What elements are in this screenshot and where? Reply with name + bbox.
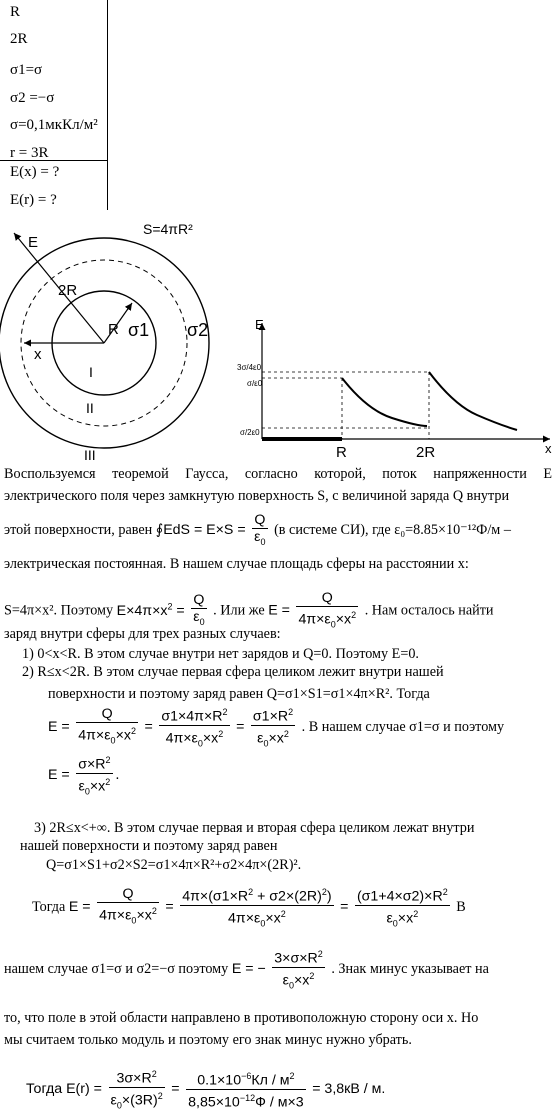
- equals-1: =: [144, 718, 153, 735]
- case-3-result: [4, 946, 552, 993]
- given-sigma: σ=0,1мкКл/м²: [10, 117, 98, 133]
- text-area-pre: S=4π×x². Поэтому: [4, 602, 114, 619]
- unknown-er: E(r) = ?: [10, 192, 57, 208]
- case-3-direction: то, что поле в этой области направлено в противоположную сторону оси x. Но: [4, 1010, 479, 1026]
- label-sigma1: σ1: [128, 320, 150, 340]
- formula-e-eq: E =: [268, 602, 290, 619]
- formula-e-eq-4: E =: [68, 898, 91, 915]
- given-r: R: [10, 4, 21, 20]
- case-3-modulus: мы считаем только модуль и поэтому его знак минус нужно убрать.: [4, 1032, 412, 1048]
- case-3-charge: Q=σ1×S1+σ2×S2=σ1×4π×R²+σ2×4π×(2R)².: [46, 857, 302, 873]
- fraction-final-2: $\frac{0.1\times 10^{-6}Кл / м^2}{8,85\times 10^{-12}Ф / м\times 3}$: [186, 1068, 306, 1110]
- text-si-units: (в системе СИ), где ε₀=8.85×10⁻¹²Ф/м –: [274, 522, 511, 539]
- given-divider-vertical: [107, 0, 108, 210]
- given-r-distance: r = 3R: [10, 145, 49, 161]
- final-result-line: [26, 1066, 555, 1113]
- formula-e-neg: E = −: [231, 960, 266, 977]
- unknown-ex: E(x) = ?: [10, 164, 60, 180]
- label-sigma2: σ2: [187, 320, 209, 340]
- fraction-case2-3: $\frac{\sigma 1\times R^2}{\varepsilon_0\times x^2}$: [251, 704, 295, 751]
- case-3-formula: [32, 884, 555, 931]
- fraction-final-1: $\frac{3\sigma\times R^2}{\varepsilon_0\times(3R)^2}$: [109, 1066, 165, 1113]
- case-3-line1: 3) 2R≤x<+∞. В этом случае первая и вторая сфера целиком лежат внутри: [34, 820, 475, 836]
- label-r: R: [108, 321, 119, 338]
- fraction-case2-result: $\frac{\sigma\times R^2}{\varepsilon_0\times x^2}$: [76, 752, 112, 799]
- text-equals-pre: этой поверхности, равен: [4, 522, 153, 539]
- label-region-2: II: [86, 400, 94, 416]
- text-case2-post: . В нашем случае σ1=σ и поэтому: [301, 718, 505, 735]
- text-case3-post: В: [456, 898, 466, 915]
- fraction-case2-2: $\frac{\sigma 1\times 4\pi\times R^2}{4\pi\times\varepsilon_0\times x^2}$: [159, 704, 229, 751]
- text-minus-sign: . Знак минус указывает на: [331, 960, 489, 977]
- text-then: Тогда: [32, 898, 66, 915]
- label-region-1: I: [89, 364, 93, 380]
- graph-tick-s2e: σ/2ε0: [240, 428, 260, 437]
- label-x: x: [34, 346, 42, 363]
- text-find: . Нам осталось найти: [364, 602, 494, 619]
- fraction-q-eps-2: $\frac{Q}{\varepsilon_0}$: [193, 592, 205, 628]
- given-sigma1: σ1=σ: [10, 62, 43, 78]
- equals-final: =: [171, 1080, 180, 1097]
- fraction-case2-1: $\frac{Q}{4\pi\times\varepsilon_0\times x^2}$: [78, 706, 136, 746]
- graph-tick-se: σ/ε0: [247, 379, 263, 388]
- fraction-case3-result: $\frac{3\times\sigma\times R^2}{\varepsilon_0\times x^2}$: [272, 946, 324, 993]
- case-2-result: E = $\frac{\sigma\times R^2}{\varepsilon_0\times x^2}$ .: [48, 752, 555, 799]
- graph-axis-x: x: [545, 441, 552, 456]
- final-value: = 3,8кВ / м.: [312, 1080, 386, 1097]
- text-case3-sigma: нашем случае σ1=σ и σ2=−σ поэтому: [4, 960, 229, 977]
- formula-e-eq-3: E =: [48, 766, 70, 783]
- fraction-case3-3: $\frac{(\sigma 1+4\times\sigma 2)\times R^2}{\varepsilon_0\times x^2}$: [355, 884, 450, 931]
- graph-tick-r: R: [336, 444, 347, 461]
- graph-tick-2r: 2R: [416, 444, 436, 461]
- equals-2: =: [236, 718, 245, 735]
- equals-3: =: [165, 898, 174, 915]
- line-three-cases: заряд внутри сферы для трех разных случаев:: [4, 626, 281, 642]
- formula-e-eq-2: E =: [48, 718, 70, 735]
- graph-tick-3s4e: 3σ/4ε0: [237, 363, 262, 372]
- case-2-line1: 2) R≤x<2R. В этом случае первая сфера целиком лежит внутри нашей: [22, 664, 444, 680]
- case-2-formula: [48, 704, 555, 751]
- label-e-vector: E: [28, 234, 39, 251]
- text-or: . Или же: [213, 602, 265, 619]
- equals-4: =: [340, 898, 349, 915]
- sphere-figure: [0, 215, 235, 467]
- paragraph-gauss: Воспользуемся теоремой Гаусса, согласно которой, поток напряженности E электрического поля через замкнутую поверхность S, с величиной заряда Q внутри: [4, 466, 552, 504]
- fraction-case3-2: $\frac{4\pi\times(\sigma 1\times R^2 + \sigma 2\times(2R)^2)}{4\pi\times\varepsilon_0\times x^2}$: [180, 884, 333, 931]
- given-sigma2: σ2 =−σ: [10, 90, 55, 106]
- area-formula: S=4πR²: [143, 221, 193, 237]
- label-region-3: III: [84, 447, 96, 463]
- given-2r: 2R: [10, 31, 28, 47]
- formula-flux: ∮EdS = E×S =: [155, 522, 246, 539]
- text-final-pre: Тогда E(r) =: [26, 1080, 102, 1097]
- field-graph: [232, 315, 555, 445]
- formula-e4pix2: $E\times 4\pi\times x^2$ =: [116, 600, 185, 619]
- line-gauss-formula: [4, 512, 552, 550]
- case-2-line2: поверхности и поэтому заряд равен Q=σ1×S1=σ1×4π×R². Тогда: [48, 686, 430, 702]
- fraction-e-general: $\frac{Q}{4\pi\times\varepsilon_0\times x^2}$: [298, 590, 357, 630]
- line-constant: электрическая постоянная. В нашем случае площадь сферы на расстоянии x:: [4, 556, 469, 572]
- case-3-line2: нашей поверхности и поэтому заряд равен: [20, 838, 278, 854]
- case-1: 1) 0<x<R. В этом случае внутри нет зарядов и Q=0. Поэтому E=0.: [22, 646, 419, 662]
- graph-axis-e: E: [255, 317, 264, 332]
- fraction-q-eps: $\frac{Q}{\varepsilon_0}$: [254, 512, 266, 547]
- label-2r: 2R: [58, 282, 78, 299]
- fraction-case3-1: $\frac{Q}{4\pi\times\varepsilon_0\times x^2}$: [99, 886, 157, 926]
